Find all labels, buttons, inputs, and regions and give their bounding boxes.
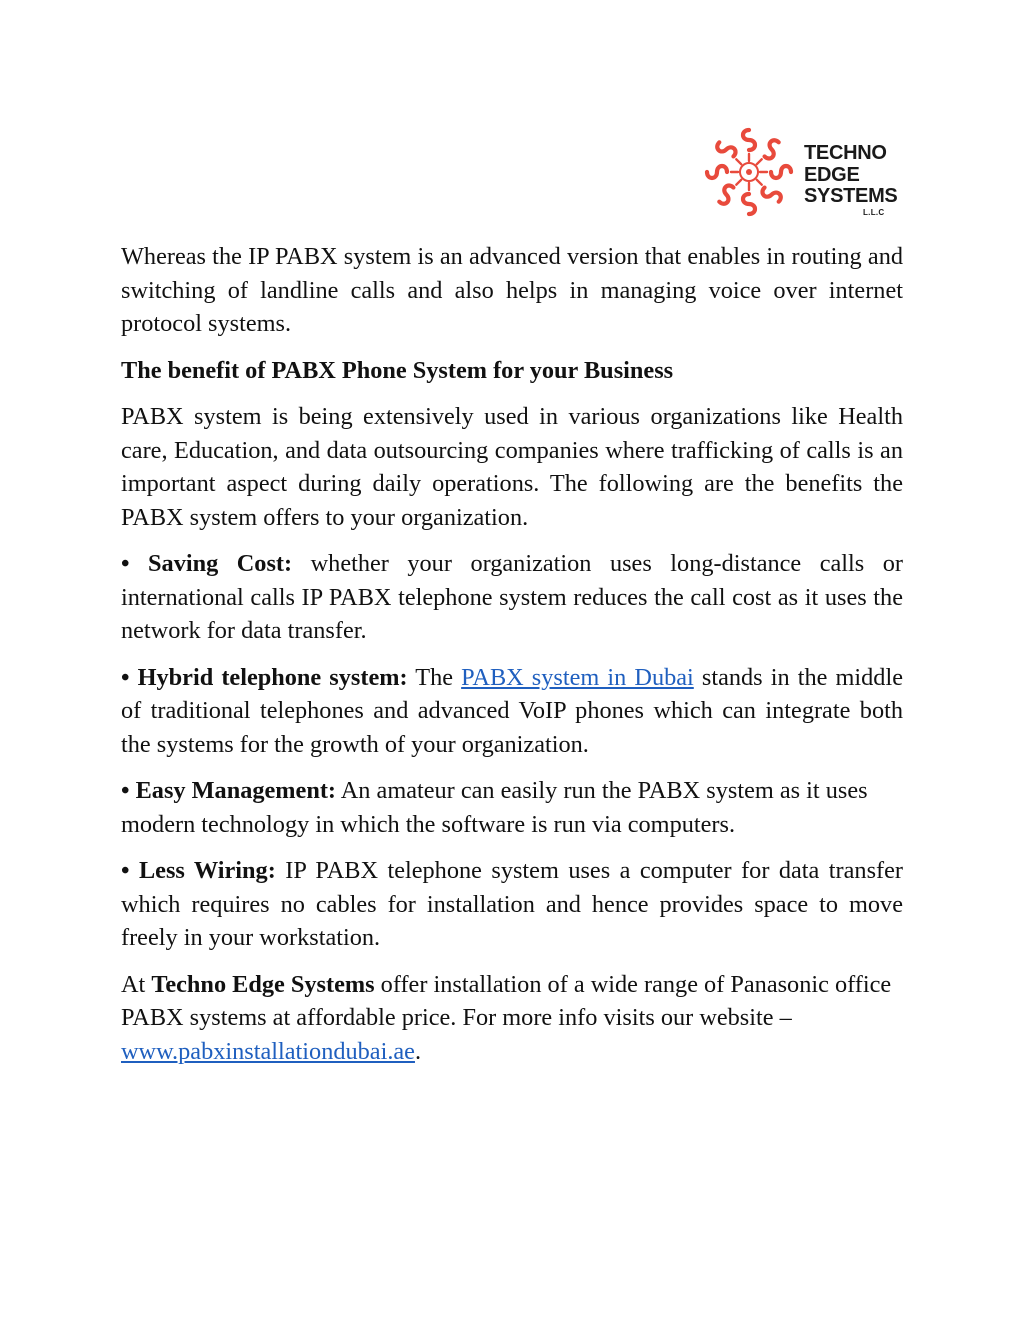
- overview-paragraph: PABX system is being extensively used in various organizations like Health care, Education, and data outsourcing companies where trafficking of calls is an important aspect during daily operations. The following are the benefits the PABX system offers to your organization.: [121, 403, 903, 531]
- bullet-less-wiring: [121, 854, 903, 955]
- bullet-hybrid-telephone: [121, 661, 903, 762]
- bullet-title: Less Wiring:: [138, 857, 276, 884]
- logo-wordmark: [804, 143, 897, 208]
- bullet-marker: •: [121, 550, 149, 577]
- website-link[interactable]: www.pabxinstallationdubai.ae: [121, 1037, 415, 1065]
- bullet-easy-management: [121, 774, 903, 841]
- logo-line-techno: TECHNO: [804, 142, 887, 164]
- section-heading: The benefit of PABX Phone System for your Business: [121, 356, 674, 384]
- closing-prefix: At: [121, 970, 152, 998]
- closing-text: offer installation of a wide range of Panasonic office PABX systems at affordable price. For more info visits our website –: [121, 970, 892, 1031]
- bullet-text: whether your organization uses long-distance calls or international calls IP PABX telephone system reduces the call cost as it uses the network for data transfer.: [121, 550, 903, 644]
- bullet-title: Hybrid telephone system:: [137, 663, 408, 691]
- closing-end: .: [414, 1037, 422, 1065]
- logo-line-edge: EDGE: [804, 163, 860, 186]
- bullet-text: An amateur can easily run the PABX system as it uses modern technology in which the software is run via computers.: [121, 777, 868, 838]
- closing-paragraph: [121, 968, 903, 1069]
- bullet-text: The: [407, 663, 462, 691]
- document-body: [121, 240, 903, 1081]
- bullet-text: stands in the middle of traditional telephones and advanced VoIP phones which can integrate both the systems for the growth of your organization.: [121, 663, 903, 758]
- bullet-title: Saving Cost:: [148, 550, 293, 577]
- bullet-text: IP PABX telephone system uses a computer for data transfer which requires no cables for installation and hence provides space to move freely in your workstation.: [121, 857, 903, 951]
- bullet-title: Easy Management:: [135, 777, 337, 804]
- bullet-saving-cost: [121, 547, 903, 648]
- bullet-marker: •: [121, 777, 136, 804]
- logo-llc-suffix: L.L.C: [863, 208, 885, 217]
- intro-paragraph: Whereas the IP PABX system is an advanced version that enables in routing and switching of landline calls and also helps in managing voice over internet protocol systems.: [121, 243, 903, 337]
- pabx-dubai-link[interactable]: PABX system in Dubai: [461, 663, 694, 691]
- company-logo: [703, 126, 903, 222]
- logo-emblem-icon: [703, 126, 795, 218]
- company-name: Techno Edge Systems: [151, 970, 375, 998]
- bullet-marker: •: [121, 857, 139, 884]
- logo-line-systems: SYSTEMS: [804, 185, 898, 207]
- bullet-marker: •: [121, 663, 138, 691]
